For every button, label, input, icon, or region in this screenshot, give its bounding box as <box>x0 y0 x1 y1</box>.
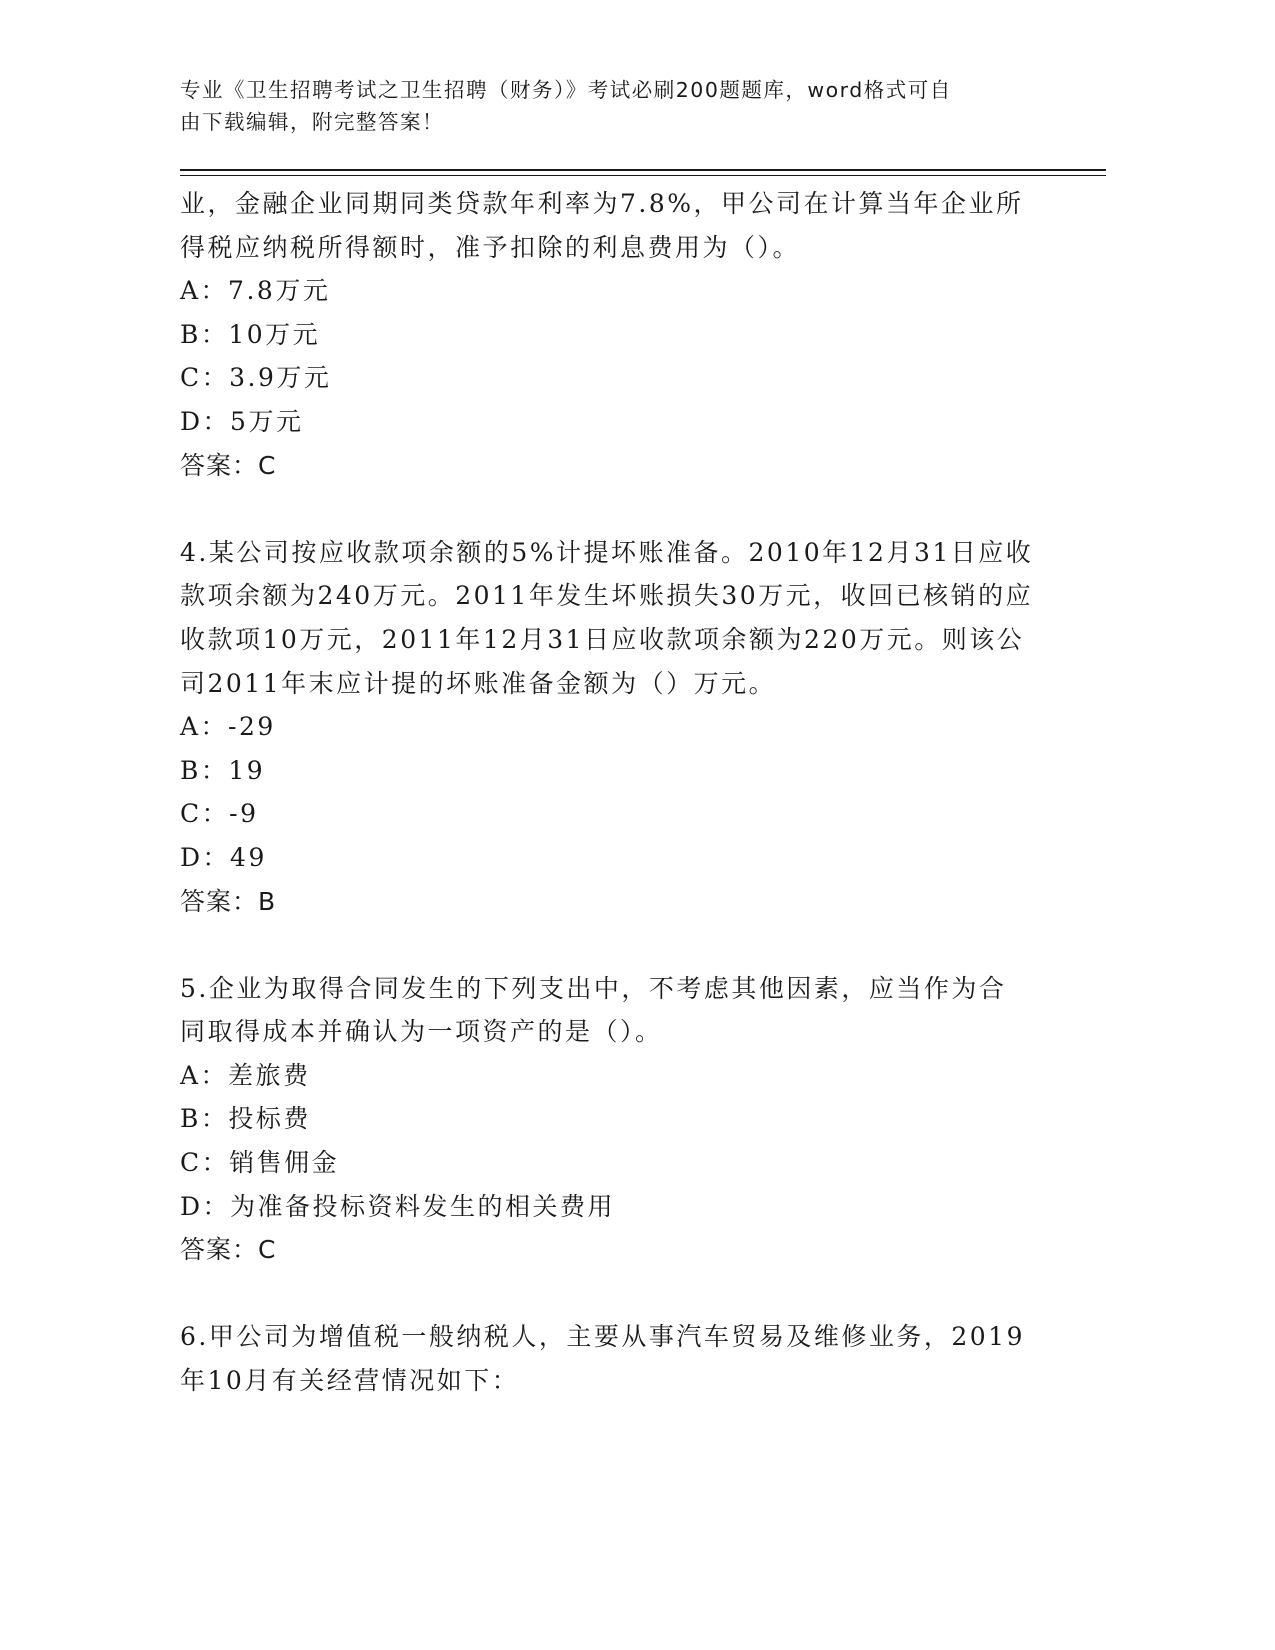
option-d: D：为准备投标资料发生的相关费用 <box>180 1191 616 1221</box>
option-b: B：10万元 <box>180 319 321 349</box>
option-a: A：-29 <box>180 712 276 742</box>
question-spacer <box>180 923 1080 967</box>
option-b: B：投标费 <box>180 1104 311 1134</box>
option-a: A：7.8万元 <box>180 276 331 306</box>
question-4 <box>180 531 1080 923</box>
question-3 <box>180 182 1080 487</box>
option-b: B：19 <box>180 755 266 785</box>
answer-line: 答案：C <box>180 1235 277 1265</box>
question-stem-line: 年10月有关经营情况如下： <box>180 1366 520 1396</box>
question-stem-line: 同取得成本并确认为一项资产的是（）。 <box>180 1017 663 1047</box>
question-stem-line: 司2011年末应计提的坏账准备金额为（）万元。 <box>180 668 777 698</box>
option-d: D：49 <box>180 842 267 872</box>
header-divider-thick <box>180 169 1106 171</box>
question-stem-line: 得税应纳税所得额时，准予扣除的利息费用为（）。 <box>180 232 801 262</box>
header-line-1: 专业《卫生招聘考试之卫生招聘（财务）》考试必刷200题题库，word格式可自 <box>180 78 952 102</box>
option-c: C：销售佣金 <box>180 1148 340 1178</box>
answer-line: 答案：B <box>180 886 277 916</box>
question-6 <box>180 1315 1080 1402</box>
question-stem-line: 6.甲公司为增值税一般纳税人，主要从事汽车贸易及维修业务，2019 <box>180 1322 1025 1352</box>
option-d: D：5万元 <box>180 406 304 436</box>
question-stem-line: 业，金融企业同期同类贷款年利率为7.8%，甲公司在计算当年企业所 <box>180 189 1024 218</box>
answer-line: 答案：C <box>180 450 277 480</box>
question-stem-line: 4.某公司按应收款项余额的5%计提坏账准备。2010年12月31日应收 <box>180 537 1034 567</box>
question-5 <box>180 967 1080 1272</box>
question-stem-line: 5.企业为取得合同发生的下列支出中，不考虑其他因素，应当作为合 <box>180 973 1007 1003</box>
question-content <box>180 182 1080 1403</box>
header-line-2: 由下载编辑，附完整答案！ <box>180 110 444 134</box>
question-spacer <box>180 487 1080 531</box>
question-spacer <box>180 1272 1080 1316</box>
header-divider-thin <box>180 175 1106 176</box>
option-c: C：-9 <box>180 799 259 829</box>
document-header <box>180 74 1060 138</box>
option-a: A：差旅费 <box>180 1060 311 1090</box>
option-c: C：3.9万元 <box>180 363 332 393</box>
question-stem-line: 收款项10万元，2011年12月31日应收款项余额为220万元。则该公 <box>180 624 1025 654</box>
question-stem-line: 款项余额为240万元。2011年发生坏账损失30万元，收回已核销的应 <box>180 581 1034 611</box>
